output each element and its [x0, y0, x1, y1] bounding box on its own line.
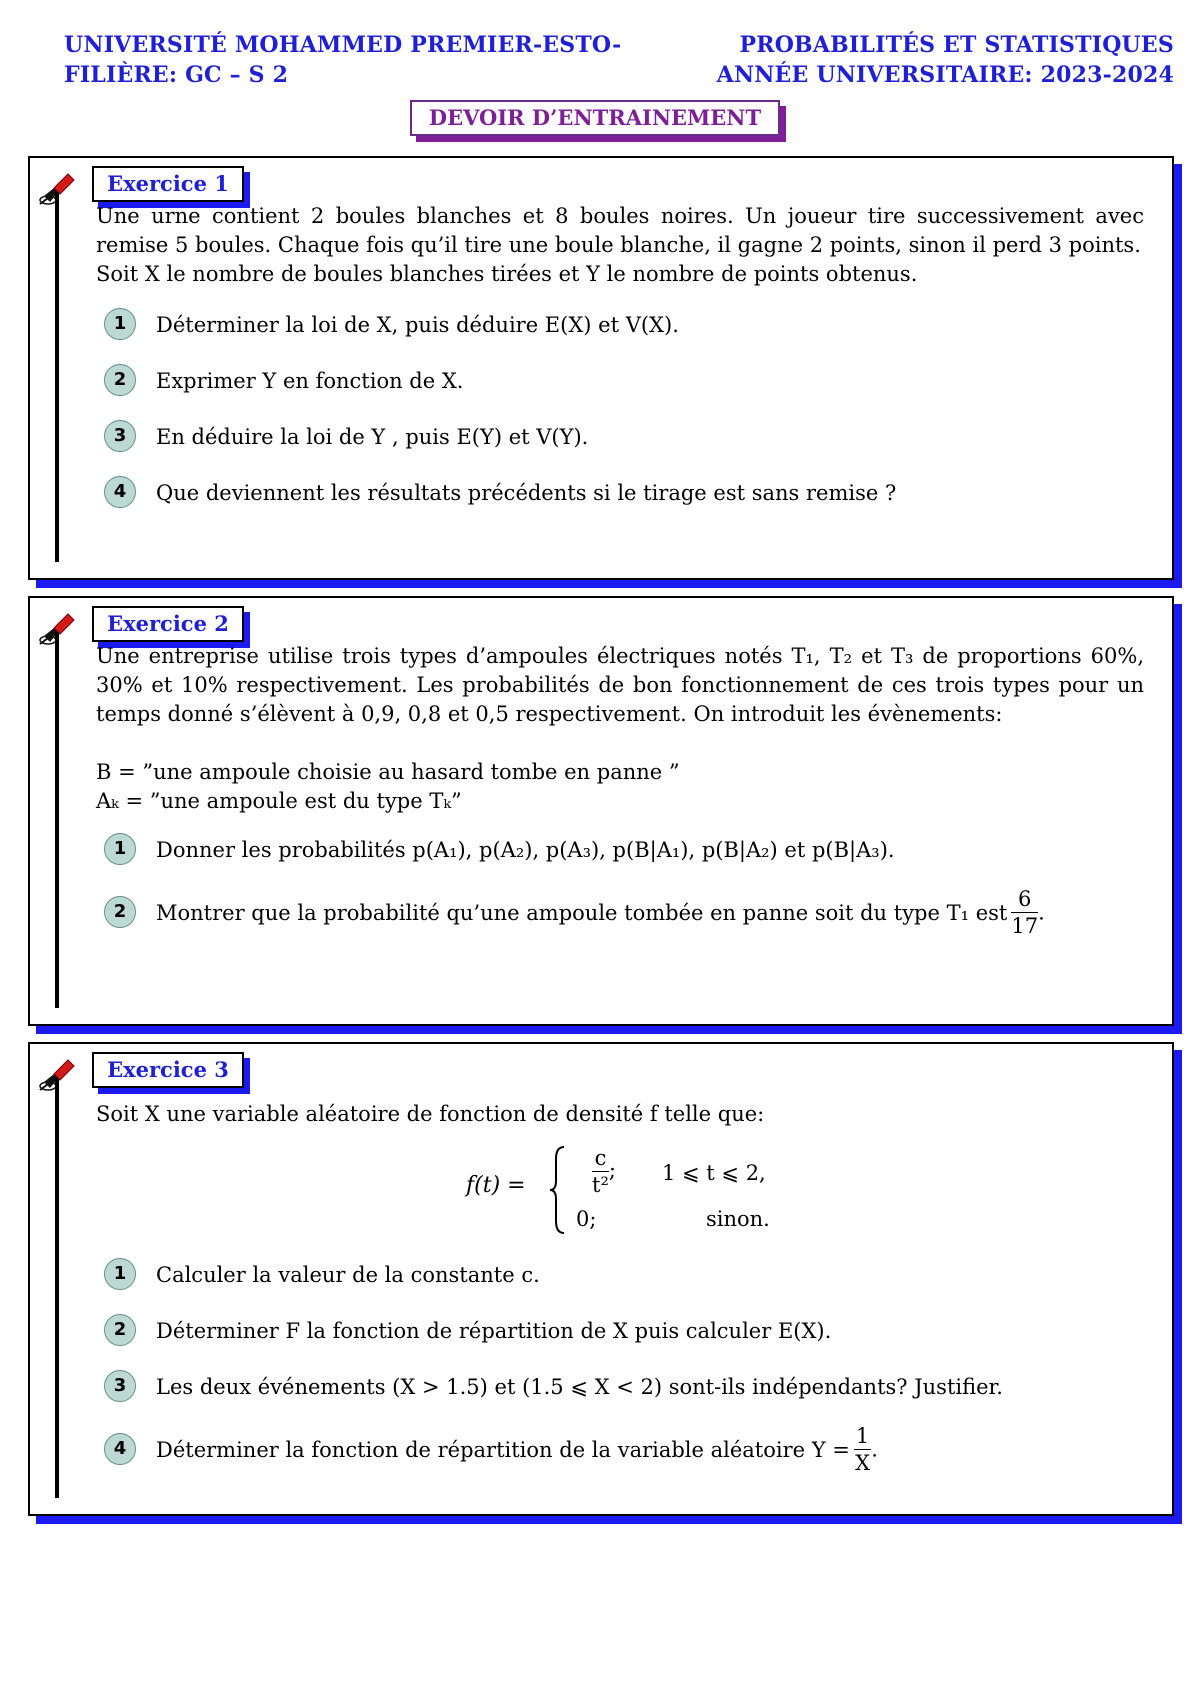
- density-formula: f(t) = $\frac{c}{\text{t²}}$ ; 1 ⩽ t ⩽ 2, 0; sinon.: [96, 1145, 1144, 1235]
- statement: Une entreprise utilise trois types d’ampoules électriques notés T₁, T₂ et T₃ de proportions 60%, 30% et 10% respectivement. Les probabilités de bon fonctionnement de ces trois types pour un temps donné s’élèvent à 0,9, 0,8 et 0,5 respectivement. On introduit les évènements:: [96, 644, 1144, 726]
- margin-rule: [55, 1078, 59, 1498]
- fraction: $\frac{6}{17}$: [1011, 887, 1039, 938]
- question-item: 1 Déterminer la loi de X, puis déduire E(X) et V(X).: [96, 295, 1144, 351]
- case-2-value: 0;: [576, 1207, 597, 1231]
- exercise-2: [28, 596, 1174, 1026]
- question-item: 2 Montrer que la probabilité qu’une ampoule tombée en panne soit du type T₁ est $\frac{6}{17}$ .: [96, 876, 1144, 946]
- event-definition: Aₖ = ”une ampoule est du type Tₖ”: [96, 789, 462, 813]
- case-1-condition: 1 ⩽ t ⩽ 2,: [662, 1161, 766, 1185]
- question-item: 3 En déduire la loi de Y , puis E(Y) et V(Y).: [96, 407, 1144, 463]
- exercise-body: [96, 642, 1144, 946]
- case-1-value: $\frac{c}{\text{t²}}$ ;: [592, 1146, 616, 1197]
- exercise-3: [28, 1042, 1174, 1516]
- exercise-body: [96, 1100, 1144, 1483]
- course-name: PROBABILITÉS ET STATISTIQUES: [739, 32, 1174, 58]
- question-item: 2 Déterminer F la fonction de répartition de X puis calculer E(X).: [96, 1301, 1144, 1357]
- question-item: 1 Calculer la valeur de la constante c.: [96, 1245, 1144, 1301]
- exercise-label: Exercice 1: [92, 166, 244, 202]
- header-right: [717, 30, 1174, 90]
- statement: Soit X le nombre de boules blanches tirées et Y le nombre de points obtenus.: [96, 262, 918, 286]
- question-item: 2 Exprimer Y en fonction de X.: [96, 351, 1144, 407]
- margin-rule: [55, 632, 59, 1008]
- header-left: [64, 30, 621, 90]
- question-item: 1 Donner les probabilités p(A₁), p(A₂), p(A₃), p(B|A₁), p(B|A₂) et p(B|A₃).: [96, 820, 1144, 876]
- case-2-condition: sinon.: [706, 1207, 770, 1231]
- question-item: 3 Les deux événements (X > 1.5) et (1.5 ⩽ X < 2) sont-ils indépendants? Justifier.: [96, 1357, 1144, 1413]
- exercise-label: Exercice 2: [92, 606, 244, 642]
- question-item: 4 Que deviennent les résultats précédents si le tirage est sans remise ?: [96, 463, 1144, 519]
- academic-year: ANNÉE UNIVERSITAIRE: 2023-2024: [716, 62, 1174, 88]
- filiere: FILIÈRE: GC – S 2: [64, 62, 289, 88]
- statement: Une urne contient 2 boules blanches et 8 boules noires. Un joueur tire successivement avec remise 5 boules. Chaque fois qu’il tire une boule blanche, il gagne 2 points, sinon il perd 3 points.: [96, 204, 1144, 257]
- margin-rule: [55, 192, 59, 562]
- university-name: UNIVERSITÉ MOHAMMED PREMIER-ESTO-: [64, 32, 622, 58]
- exercise-1: [28, 156, 1174, 580]
- page-title: DEVOIR D’ENTRAINEMENT: [410, 100, 780, 136]
- exercise-label: Exercice 3: [92, 1052, 244, 1088]
- statement: Soit X une variable aléatoire de fonction de densité f telle que:: [96, 1102, 765, 1126]
- event-definition: B = ”une ampoule choisie au hasard tombe en panne ”: [96, 760, 680, 784]
- fraction: $\frac{1}{X}$: [855, 1424, 871, 1475]
- exercise-body: [96, 202, 1144, 519]
- brace: [548, 1145, 568, 1235]
- question-item: 4 Déterminer la fonction de répartition de la variable aléatoire Y = $\frac{1}{X}$ .: [96, 1413, 1144, 1483]
